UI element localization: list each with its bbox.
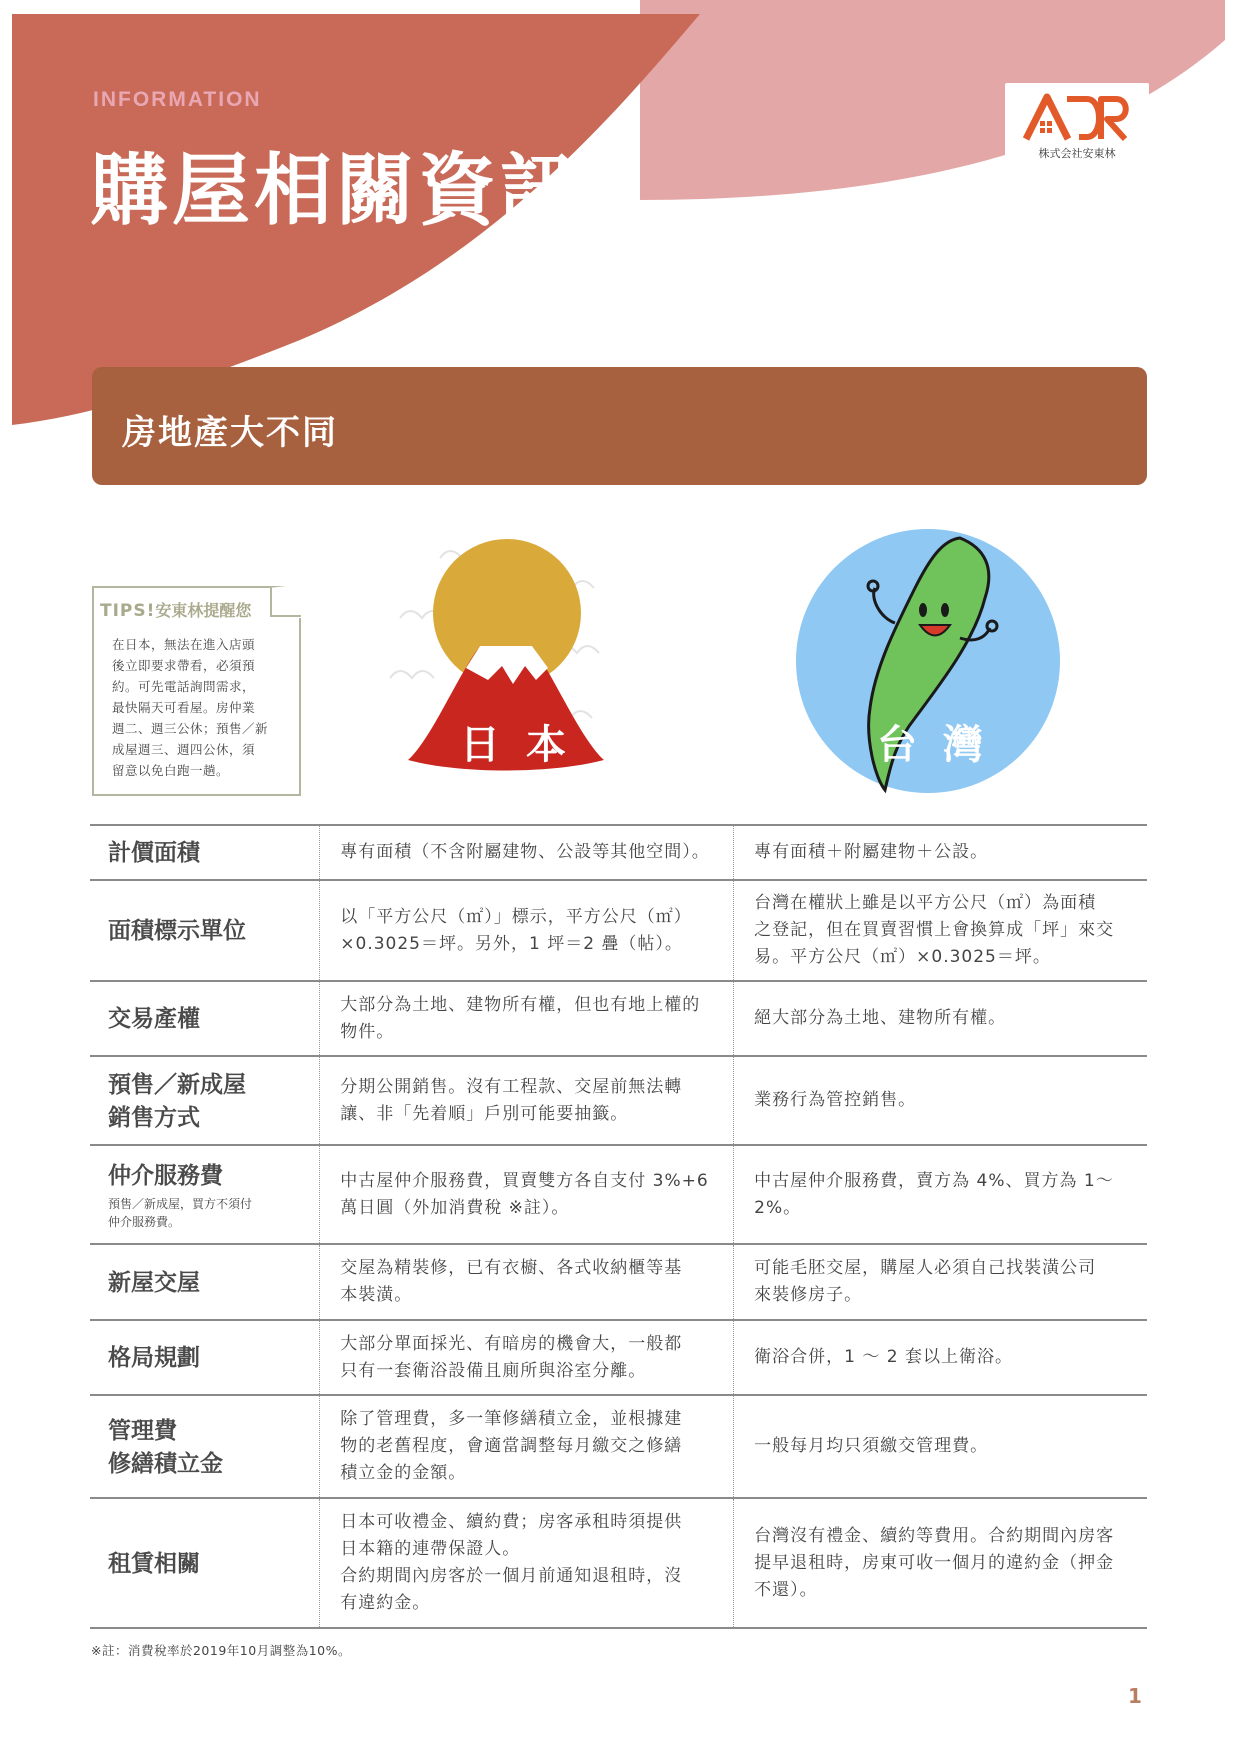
eyebrow-label: INFORMATION [93,88,262,111]
row-header [90,1321,319,1394]
table-row [90,1321,1147,1396]
row-header [90,1396,319,1497]
row-header [90,1057,319,1144]
table-row [90,881,1147,982]
house-logo-icon [1021,91,1133,143]
tips-box [92,586,301,796]
section-banner [92,367,1147,485]
section-title: 房地產大不同 [122,413,338,453]
japan-cell: 大部分為土地、建物所有權，但也有地上權的 物件。 [319,982,733,1055]
taiwan-cell: 中古屋仲介服務費，賣方為 4%、買方為 1～2%。 [733,1146,1147,1243]
row-label: 面積標示單位 [108,917,246,944]
row-label: 計價面積 [108,839,200,866]
row-label: 交易產權 [108,1005,200,1032]
taiwan-cell: 衛浴合併，1 ～ 2 套以上衛浴。 [733,1321,1147,1394]
table-row [90,1396,1147,1499]
table-row [90,982,1147,1057]
taiwan-cell: 台灣沒有禮金、續約等費用。合約期間內房客 提早退租時，房東可收一個月的違約金（押金 不還）。 [733,1499,1147,1627]
table-row [90,1245,1147,1321]
japan-cell: 專有面積（不含附屬建物、公設等其他空間）。 [319,826,733,879]
page-title: 購屋相關資訊 [90,145,583,236]
japan-cell: 大部分單面採光、有暗房的機會大，一般都 只有一套衛浴設備且廁所與浴室分離。 [319,1321,733,1394]
taiwan-cell: 台灣在權狀上雖是以平方公尺（㎡）為面積 之登記，但在買賣習慣上會換算成「坪」來交 易。平方公尺（㎡）×0.3025＝坪。 [733,881,1147,980]
taiwan-cell: 絕大部分為土地、建物所有權。 [733,982,1147,1055]
company-logo [1005,83,1149,166]
row-header [90,982,319,1055]
japan-cell: 日本可收禮金、續約費；房客承租時須提供 日本籍的連帶保證人。 合約期間內房客於一個月前通知退租時，沒 有違約金。 [319,1499,733,1627]
company-name: 株式会社安東林 [1038,147,1116,160]
row-header [90,1245,319,1319]
taiwan-cell: 一般每月均只須繳交管理費。 [733,1396,1147,1497]
row-label: 仲介服務費 [108,1161,223,1189]
row-label: 預售／新成屋 銷售方式 [108,1070,246,1131]
table-row [90,1146,1147,1245]
row-label: 管理費 修繕積立金 [108,1416,223,1477]
comparison-table [90,824,1147,1629]
tips-body: 在日本，無法在進入店頭 後立即要求帶看，必須預 約。可先電話詢問需求， 最快隔天可看屋。房仲業 週二、週三公休；預售／新 成屋週三、週四公休，須 留意以免白跑一趟。 [112,637,269,778]
japan-label: 日本 [460,722,592,768]
row-label: 格局規劃 [108,1344,200,1371]
taiwan-label: 台灣 [877,722,1009,768]
tips-title: 安東林提醒您 [155,601,252,620]
japan-cell: 交屋為精裝修，已有衣櫥、各式收納櫃等基 本裝潢。 [319,1245,733,1319]
japan-cell: 中古屋仲介服務費，買賣雙方各自支付 3%+6 萬日圓（外加消費稅 ※註）。 [319,1146,733,1243]
taiwan-cell: 專有面積＋附屬建物＋公設。 [733,826,1147,879]
row-note: 預售／新成屋，買方不須付 仲介服務費。 [108,1196,253,1229]
footnote: ※註：消費稅率於2019年10月調整為10%。 [91,1643,351,1658]
table-row [90,826,1147,881]
taiwan-cell: 可能毛胚交屋，購屋人必須自己找裝潢公司 來裝修房子。 [733,1245,1147,1319]
row-header [90,826,319,879]
folded-corner-icon [269,586,301,618]
row-header [90,1499,319,1627]
japan-cell: 除了管理費，多一筆修繕積立金，並根據建 物的老舊程度，會適當調整每月繳交之修繕 積立金的金額。 [319,1396,733,1497]
table-row [90,1057,1147,1146]
page-number: 1 [1128,1684,1142,1708]
row-header [90,881,319,980]
row-header [90,1146,319,1243]
tips-heading [100,598,251,621]
japan-cell: 以「平方公尺（㎡）」標示，平方公尺（㎡） ×0.3025＝坪。另外，1 坪＝2 疊（帖）。 [319,881,733,980]
table-row [90,1499,1147,1629]
tips-label: TIPS! [100,601,156,621]
taiwan-cell: 業務行為管控銷售。 [733,1057,1147,1144]
row-label: 租賃相關 [108,1549,200,1577]
row-label: 新屋交屋 [108,1268,200,1296]
japan-cell: 分期公開銷售。沒有工程款、交屋前無法轉 讓、非「先着順」戶別可能要抽籤。 [319,1057,733,1144]
